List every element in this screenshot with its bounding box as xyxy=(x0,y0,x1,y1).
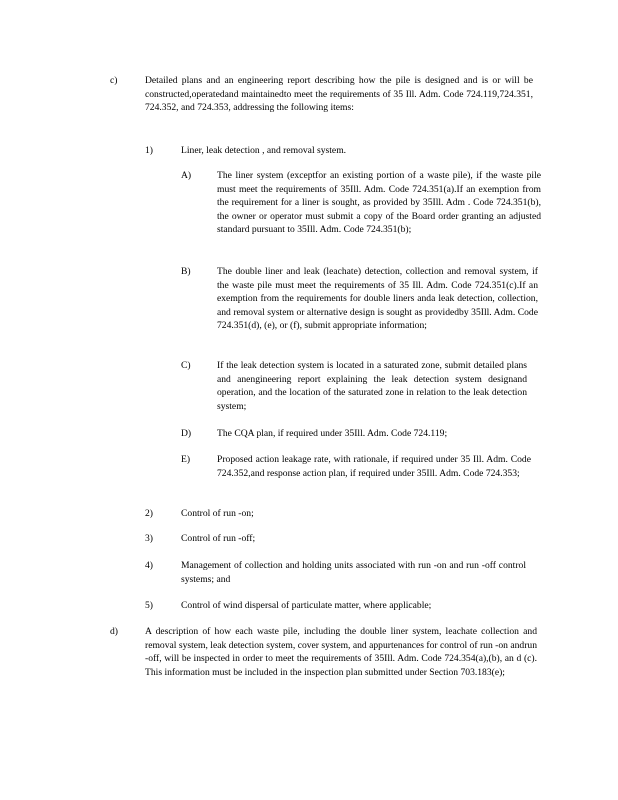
item-text: Control of wind dispersal of particulate matter, where applicable; xyxy=(181,600,432,611)
item-label: 5) xyxy=(145,600,153,611)
item-text: The CQA plan, if required under 35Ill. Adm. Code 724.119; xyxy=(217,428,448,439)
item-text: The liner system (exceptfor an existing portion of a waste pile), if the waste pile must meet the requirements of 35Ill. Adm. Code 724.351(a).If an exemption from the requirement for a liner is sought, as provided by 35Ill. Adm . Code 724.351(b), the owner or operator must submit a copy of the Board order granting an adjusted standard pursuant to 35Ill. Adm. Code 724.351(b); xyxy=(217,170,541,236)
item-label: c) xyxy=(110,75,118,86)
item-label: D) xyxy=(181,428,192,439)
item-label: 3) xyxy=(145,533,153,544)
item-label: A) xyxy=(181,170,192,181)
item-label: C) xyxy=(181,360,191,371)
item-label: 2) xyxy=(145,508,153,519)
item-text: Detailed plans and an engineering report describing how the pile is designed and is or will be constructed,operatedand maintainedto meet the requirements of 35 Ill. Adm. Code 724.119,724.351, 724.352, and 724.353, addressing the following items: xyxy=(145,75,533,114)
item-label: 1) xyxy=(145,145,153,156)
item-text: Control of run -on; xyxy=(181,508,254,519)
item-label: E) xyxy=(181,454,191,465)
item-text: If the leak detection system is located in a saturated zone, submit detailed plans and anengineering report explaining the leak detection system designand operation, and the location of the saturated zone in relation to the leak detection system; xyxy=(217,360,527,412)
item-text: The double liner and leak (leachate) detection, collection and removal system, if the waste pile must meet the requirements of 35 Ill. Adm. Code 724.351(c).If an exemption from the requirements for double liners anda leak detection, collection, and removal system or alternative design is sought as providedby 35Ill. Adm. Code 724.351(d), (e), or (f), submit appropriate information; xyxy=(217,266,538,332)
item-text: Liner, leak detection , and removal system. xyxy=(181,145,347,156)
item-text: Management of collection and holding units associated with run -on and run -off control systems; and xyxy=(181,560,526,585)
item-label: 4) xyxy=(145,560,153,571)
item-label: B) xyxy=(181,266,191,277)
item-text: A description of how each waste pile, including the double liner system, leachate collection and removal system, leak detection system, cover system, and appurtenances for control of run -on andrun -off, will be inspected in order to meet the requirements of 35Ill. Adm. Code 724.354(a),(b), an d (c). This information must be included in the inspection plan submitted under Section 703.183(e); xyxy=(145,626,537,678)
item-label: d) xyxy=(110,626,118,637)
item-text: Proposed action leakage rate, with rationale, if required under 35 Ill. Adm. Code 724.352,and response action plan, if required under 35Ill. Adm. Code 724.353; xyxy=(217,454,531,479)
item-text: Control of run -off; xyxy=(181,533,256,544)
